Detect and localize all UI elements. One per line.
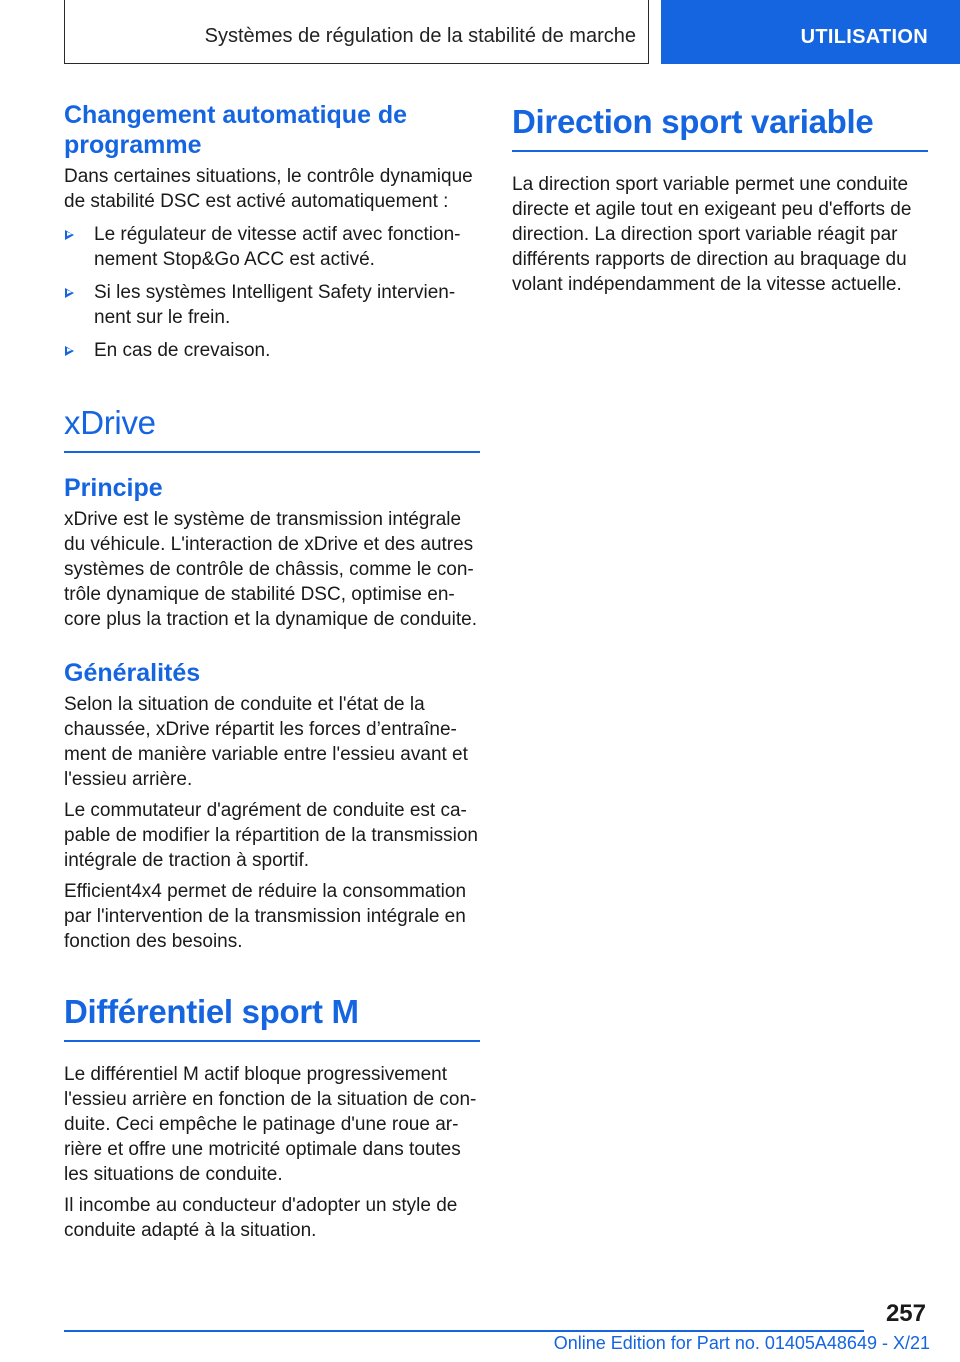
principe-heading: Principe — [64, 474, 163, 502]
section-rule — [512, 150, 928, 152]
list-item-text: En cas de crevaison. — [94, 340, 271, 361]
generalites-paragraph-2: Le commutateur d'agrément de conduite est capable de modifier la répartition de la transmission intégrale de traction à sportif. — [64, 800, 478, 871]
section-rule — [64, 451, 480, 453]
diff-paragraph-1: Le différentiel M actif bloque progressivement l'essieu arrière en fonction de la situation de conduite. Ceci empêche le patinage d'une roue arrière et offre une motricité optimale dans toutes les situations de conduite. — [64, 1064, 477, 1185]
footer-rule — [64, 1330, 864, 1332]
triangle-bullet-icon — [65, 230, 74, 240]
auto-change-list — [64, 222, 480, 363]
generalites-heading: Généralités — [64, 659, 201, 687]
principe-text: xDrive est le système de transmission intégrale du véhicule. L'interaction de xDrive et des autres systèmes de contrôle de châssis, comme le contrôle dynamique de stabilité DSC, optimise encore plus la traction et la dynamique de conduite. — [64, 509, 477, 630]
auto-change-heading: Changement automatique de programme — [64, 101, 408, 159]
list-item — [64, 280, 480, 330]
generalites-paragraph-3: Efficient4x4 permet de réduire la consommation par l'intervention de la transmission intégrale en fonction des besoins. — [64, 881, 467, 952]
left-column — [64, 100, 480, 1249]
chapter-tab-label: UTILISATION — [800, 25, 928, 48]
direction-heading: Direction sport variable — [512, 103, 874, 140]
triangle-bullet-icon — [65, 288, 74, 298]
generalites-paragraph-1: Selon la situation de conduite et l'état de la chaussée, xDrive répartit les forces d’entraînement de manière variable entre l'essieu avant et l'essieu arrière. — [64, 694, 468, 790]
section-title-text: Systèmes de régulation de la stabilité de marche — [204, 25, 636, 47]
chapter-tab — [661, 0, 960, 64]
section-rule — [64, 1040, 480, 1042]
list-item — [64, 222, 480, 272]
right-column — [512, 100, 928, 303]
header-section-title — [64, 0, 649, 64]
list-item — [64, 338, 480, 363]
auto-change-intro: Dans certaines situations, le contrôle dynamique de stabilité DSC est activé automatiquement : — [64, 166, 473, 212]
triangle-bullet-icon — [65, 346, 74, 356]
direction-paragraph: La direction sport variable permet une conduite directe et agile tout en exigeant peu d'efforts de direction. La direction sport variable réagit par différents rapports de direction au braquage du volant indépendamment de la vitesse actuelle. — [512, 174, 912, 295]
footer-edition: Online Edition for Part no. 01405A48649 - X/21 — [553, 1333, 930, 1353]
page-number: 257 — [885, 1300, 926, 1327]
diff-heading: Différentiel sport M — [64, 993, 359, 1030]
diff-paragraph-2: Il incombe au conducteur d'adopter un style de conduite adapté à la situation. — [64, 1195, 458, 1241]
list-item-text: Le régulateur de vitesse actif avec fonctionnement Stop&Go ACC est activé. — [94, 224, 461, 270]
list-item-text: Si les systèmes Intelligent Safety interviennent sur le frein. — [94, 282, 456, 328]
xdrive-heading: xDrive — [64, 404, 156, 441]
